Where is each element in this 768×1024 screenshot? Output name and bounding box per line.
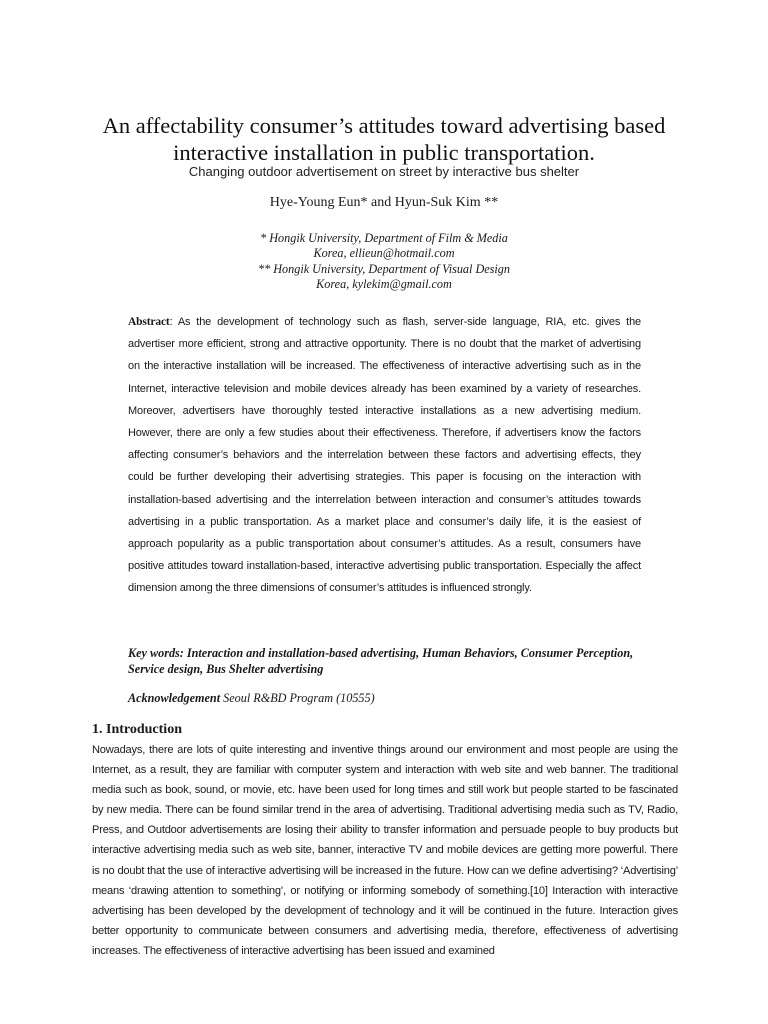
affiliation-line: ** Hongik University, Department of Visual Design: [258, 261, 510, 276]
acknowledgement: [128, 690, 641, 706]
abstract-text: : As the development of technology such as flash, server-side language, RIA, etc. gives the advertiser more efficient, strong and attractive opportunity. There is no doubt that the market of advertising on the interactive installation will be increased. The effectiveness of interactive advertising such as in the Internet, interactive television and mobile devices already has been examined by a variety of researches. Moreover, advertisers have thoroughly tested interactive installations as a new advertising medium. However, there are only a few studies about their effectiveness. Therefore, if advertisers know the factors affecting consumer’s behaviors and the interrelation between these factors and advertising effects, they could be further developing their advertising strategies. This paper is focusing on the interaction with installation-based advertising and the interrelation between interaction and consumer’s attitudes towards advertising in a public transportation. As a market place and consumer’s daily life, it is the easiest of approach popularity as a public transportation about consumer’s attitudes. As a result, consumers have positive attitudes toward installation-based, interactive advertising public transportation. Especially the affect dimension among the three dimensions of consumer’s attitudes is influenced strongly.: [128, 316, 641, 595]
abstract-label: Abstract: [128, 316, 170, 328]
abstract-paragraph: [128, 311, 641, 600]
paper-subtitle: Changing outdoor advertisement on street by interactive bus shelter: [188, 164, 580, 179]
acknowledgement-text: Seoul R&BD Program (10555): [220, 691, 375, 705]
paper-title-line-2: interactive installation in public transportation.: [173, 140, 595, 165]
affiliation-line: Korea, ellieun@hotmail.com: [313, 246, 455, 261]
paper-title: [60, 112, 708, 166]
affiliations: [60, 231, 708, 293]
affiliation-line: * Hongik University, Department of Film & Media: [260, 231, 508, 245]
keywords: Key words: Interaction and installation-based advertising, Human Behaviors, Consumer Perception, Service design, Bus Shelter advertising: [128, 646, 634, 676]
acknowledgement-label: Acknowledgement: [128, 691, 221, 705]
paper-title-line-1: An affectability consumer’s attitudes toward advertising based: [102, 113, 666, 138]
author-list: Hye-Young Eun* and Hyun-Suk Kim **: [269, 195, 499, 210]
affiliation-line: Korea, kylekim@gmail.com: [316, 277, 452, 292]
introduction-paragraph: Nowadays, there are lots of quite interesting and inventive things around our environment and most people are using the Internet, as a result, they are familiar with computer system and interaction with web site and web banner. The traditional media such as book, sound, or movie, etc. have been used for long times and still work but people started to be fascinated by new media. There can be found similar trend in the area of advertising. Traditional advertising media such as TV, Radio, Press, and Outdoor advertisements are losing their ability to transfer information and persuade people to buy products but interactive advertising media such as web site, banner, interactive TV and mobile devices are getting more powerful. There is no doubt that the use of interactive advertising will be increased in the future. How can we define advertising? ‘Advertising’ means ‘drawing attention to something’, or notifying or informing somebody of something.[10] Interaction with interactive advertising has been developed by the development of technology and it will be continued in the future. Interaction gives better opportunity to communicate between consumers and advertising media, therefore, effectiveness of advertising increases. The effectiveness of interactive advertising has been issued and examined: [92, 744, 678, 957]
section-heading-introduction: 1. Introduction: [92, 722, 182, 737]
